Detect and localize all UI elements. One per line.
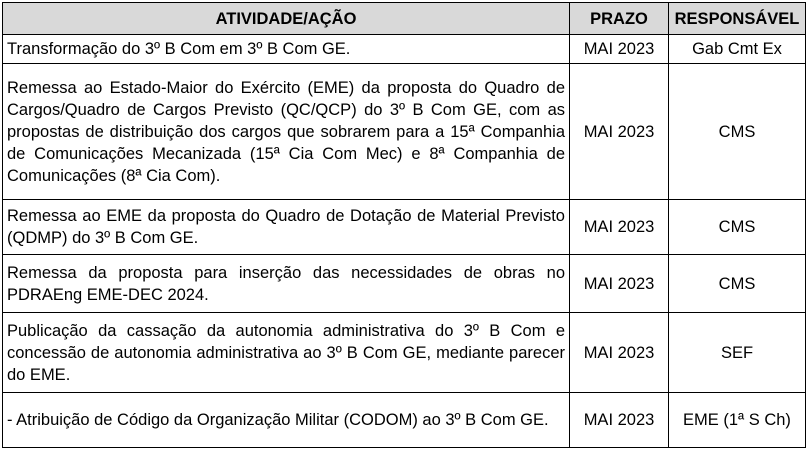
table-row xyxy=(3,255,806,313)
responsavel-cell: CMS xyxy=(669,200,806,255)
atividade-cell: - Atribuição de Código da Organização Militar (CODOM) ao 3º B Com GE. xyxy=(3,393,570,448)
header-atividade: ATIVIDADE/AÇÃO xyxy=(3,3,570,35)
header-prazo: PRAZO xyxy=(570,3,669,35)
atividade-cell: Transformação do 3º B Com em 3º B Com GE. xyxy=(3,35,570,64)
responsavel-cell: CMS xyxy=(669,64,806,200)
atividade-cell: Remessa ao EME da proposta do Quadro de Dotação de Material Previsto (QDMP) do 3º B Com GE. xyxy=(3,200,570,255)
table-row xyxy=(3,64,806,200)
atividade-cell: Remessa da proposta para inserção das necessidades de obras no PDRAEng EME-DEC 2024. xyxy=(3,255,570,313)
atividade-cell: Remessa ao Estado-Maior do Exército (EME) da proposta do Quadro de Cargos/Quadro de Cargos Previsto (QC/QCP) do 3º B Com GE, com as propostas de distribuição dos cargos que sobrarem para a 15ª Companhia de Comunicações Mecanizada (15ª Cia Com Mec) e 8ª Companhia de Comunicações (8ª Cia Com). xyxy=(3,64,570,200)
table-row xyxy=(3,200,806,255)
responsavel-cell: CMS xyxy=(669,255,806,313)
atividade-cell: Publicação da cassação da autonomia administrativa do 3º B Com e concessão de autonomia administrativa ao 3º B Com GE, mediante parecer do EME. xyxy=(3,313,570,393)
table-row xyxy=(3,393,806,448)
table-row xyxy=(3,313,806,393)
prazo-cell: MAI 2023 xyxy=(570,200,669,255)
header-responsavel: RESPONSÁVEL xyxy=(669,3,806,35)
responsavel-cell: Gab Cmt Ex xyxy=(669,35,806,64)
prazo-cell: MAI 2023 xyxy=(570,255,669,313)
prazo-cell: MAI 2023 xyxy=(570,313,669,393)
table-row xyxy=(3,35,806,64)
activity-table xyxy=(2,2,806,448)
prazo-cell: MAI 2023 xyxy=(570,393,669,448)
responsavel-cell: EME (1ª S Ch) xyxy=(669,393,806,448)
prazo-cell: MAI 2023 xyxy=(570,35,669,64)
prazo-cell: MAI 2023 xyxy=(570,64,669,200)
responsavel-cell: SEF xyxy=(669,313,806,393)
header-row xyxy=(3,3,806,35)
